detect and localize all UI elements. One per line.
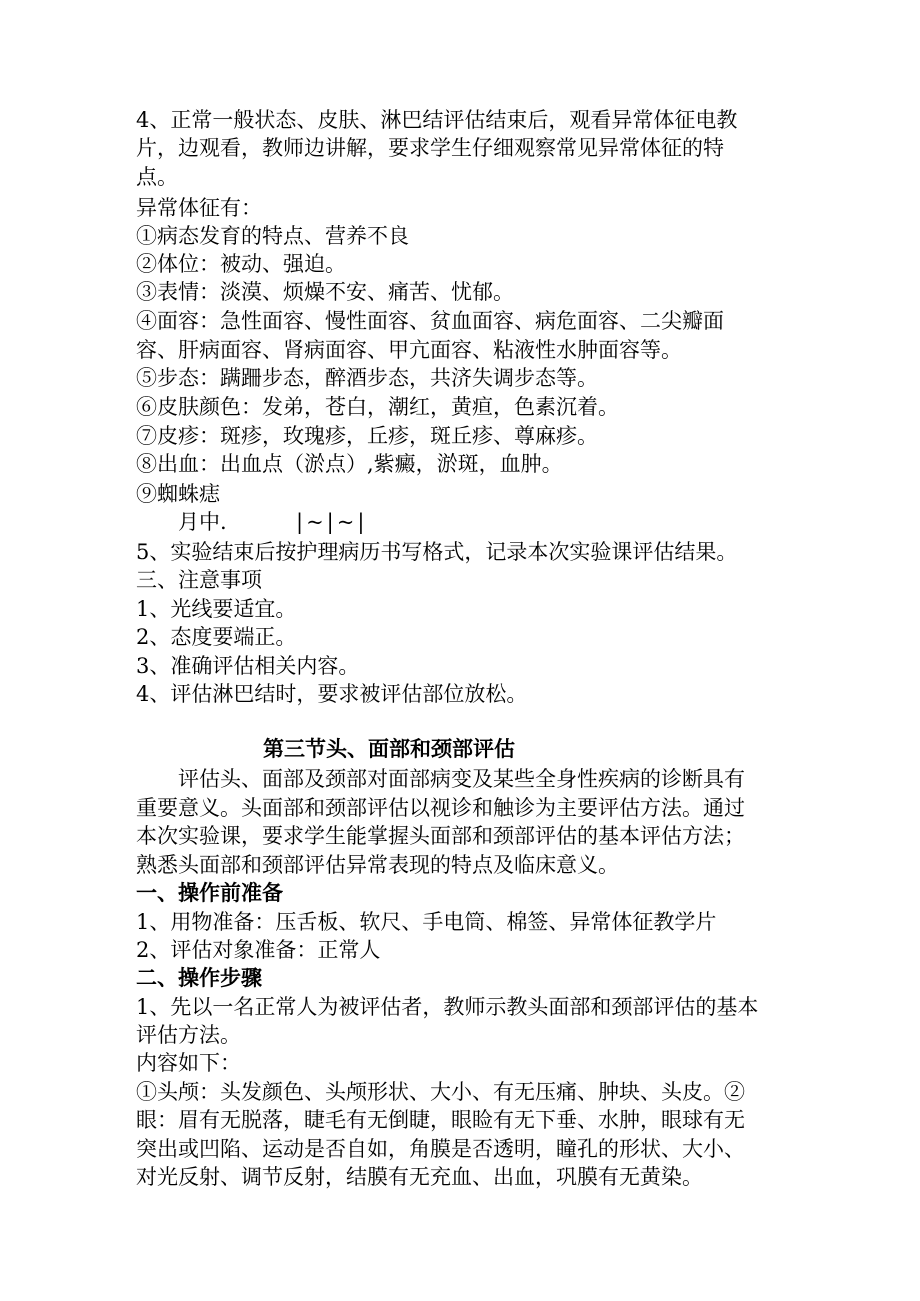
step1-line-2: 评估方法。 [136, 1023, 241, 1047]
intro-line-1: 评估头、面部及颈部对面部病变及某些全身性疾病的诊断具有 [178, 767, 745, 791]
abnormal-item: ②体位：被动、强迫。 [136, 252, 346, 276]
step1-line-1: 1、先以一名正常人为被评估者，教师示教头面部和颈部评估的基本 [136, 995, 759, 1019]
note-item: 3、准确评估相关内容。 [136, 654, 360, 678]
intro-line-2: 重要意义。头面部和颈部评估以视诊和触诊为主要评估方法。通过 [136, 796, 745, 820]
content-line: 突出或凹陷、运动是否自如，角膜是否透明，瞳孔的形状、大小、 [136, 1137, 745, 1161]
figure-fragment-text: 月中. [178, 510, 227, 534]
steps-title: 二、操作步骤 [136, 965, 262, 990]
abnormal-item: 容、肝病面容、肾病面容、甲亢面容、粘液性水肿面容等。 [136, 338, 682, 362]
note-item: 1、光线要适宜。 [136, 597, 297, 621]
content-line: ①头颅：头发颜色、头颅形状、大小、有无压痛、肿块、头皮。② [136, 1080, 745, 1104]
content-line: 眼：眉有无脱落，睫毛有无倒睫，眼睑有无下垂、水肿，眼球有无 [136, 1108, 745, 1132]
item5-line: 5、实验结束后按护理病历书写格式，记录本次实验课评估结果。 [136, 540, 738, 564]
abnormal-signs-title: 异常体征有： [136, 196, 262, 220]
abnormal-item: ①病态发育的特点、营养不良 [136, 224, 409, 248]
prep-item: 1、用物准备：压舌板、软尺、手电筒、棉签、异常体征教学片 [136, 910, 717, 934]
note-item: 4、评估淋巴结时，要求被评估部位放松。 [136, 682, 528, 706]
item4-line-1: 4、正常一般状态、皮肤、淋巴结评估结束后，观看异常体征电教 [136, 108, 738, 132]
abnormal-item: ⑤步态：蹒跚步态，醉酒步态，共济失调步态等。 [136, 366, 598, 390]
abnormal-item: ⑦皮疹：斑疹，玫瑰疹，丘疹，斑丘疹、尊麻疹。 [136, 424, 598, 448]
abnormal-item: ⑨蜘蛛痣 [136, 482, 220, 506]
prep-item: 2、评估对象准备：正常人 [136, 938, 381, 962]
notes-title: 三、注意事项 [136, 568, 262, 592]
content-line: 对光反射、调节反射，结膜有无充血、出血，巩膜有无黄染。 [136, 1165, 703, 1189]
abnormal-item: ⑥皮肤颜色：发弟，苍白，潮红，黄疸，色素沉着。 [136, 395, 619, 419]
note-item: 2、态度要端正。 [136, 625, 297, 649]
figure-fragment-marks: |~|~| [296, 510, 368, 534]
prep-title: 一、操作前准备 [136, 880, 283, 905]
intro-line-4: 熟悉头面部和颈部评估异常表现的特点及临床意义。 [136, 853, 619, 877]
content-label: 内容如下： [136, 1051, 241, 1075]
item4-line-2: 片，边观看，教师边讲解，要求学生仔细观察常见异常体征的特 [136, 136, 724, 160]
abnormal-item: ⑧出血：出血点（淤点）,紫癜，淤斑，血肿。 [136, 452, 563, 476]
intro-line-3: 本次实验课，要求学生能掌握头面部和颈部评估的基本评估方法； [136, 824, 745, 848]
section-title: 第三节头、面部和颈部评估 [263, 736, 515, 761]
abnormal-item: ③表情：淡漠、烦燥不安、痛苦、忧郁。 [136, 280, 514, 304]
item4-line-3: 点。 [136, 165, 178, 189]
abnormal-item: ④面容：急性面容、慢性面容、贫血面容、病危面容、二尖瓣面 [136, 309, 724, 333]
